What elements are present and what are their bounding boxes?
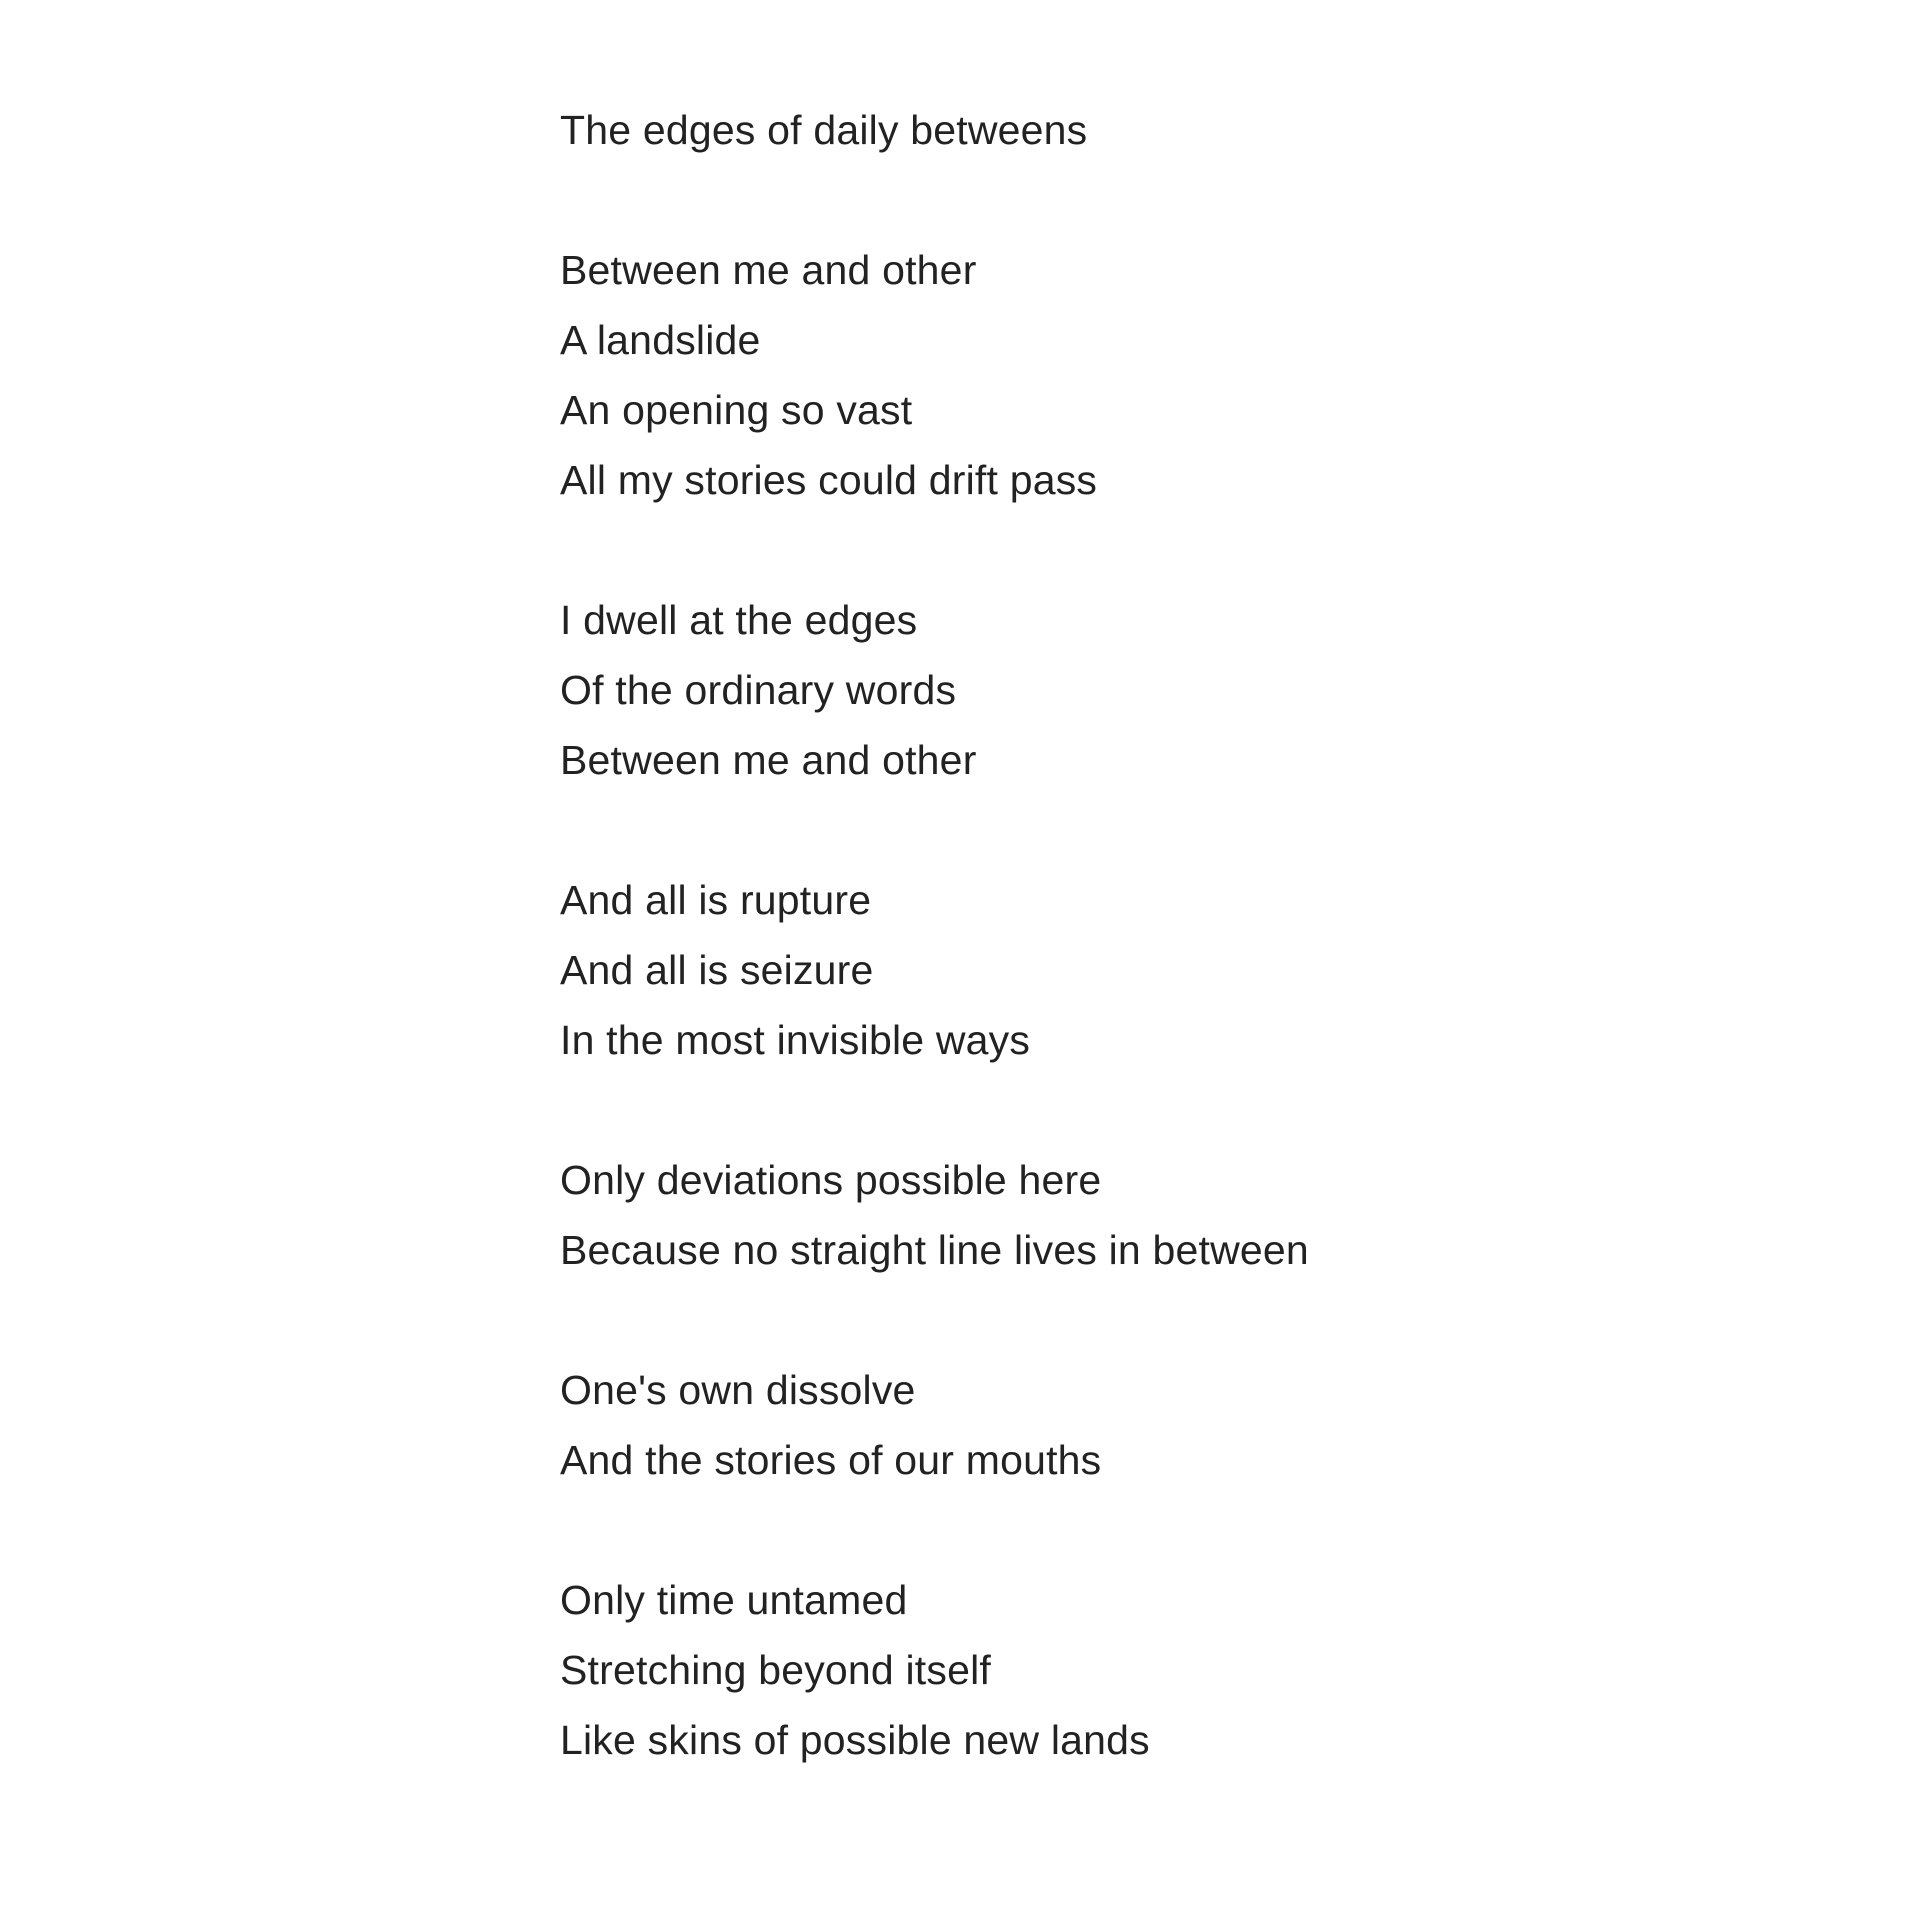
poem-line: Like skins of possible new lands: [560, 1717, 1150, 1763]
poem-line: Because no straight line lives in between: [560, 1227, 1309, 1273]
poem-line: In the most invisible ways: [560, 1017, 1031, 1063]
poem-line: Stretching beyond itself: [560, 1647, 991, 1693]
poem-line: Of the ordinary words: [560, 667, 957, 713]
stanza-1: [560, 235, 1860, 515]
poem-line: I dwell at the edges: [560, 597, 918, 643]
stanza-6: [560, 1565, 1860, 1775]
poem-line: One's own dissolve: [560, 1367, 916, 1413]
stanza-2: [560, 585, 1860, 795]
poem-line: An opening so vast: [560, 387, 913, 433]
poem-title: The edges of daily betweens: [560, 107, 1088, 153]
poem-line: And all is seizure: [560, 947, 874, 993]
poem-line: And the stories of our mouths: [560, 1437, 1102, 1483]
stanza-5: [560, 1355, 1860, 1495]
stanza-4: [560, 1145, 1860, 1285]
poem-line: All my stories could drift pass: [560, 457, 1098, 503]
poem: [560, 95, 1860, 1775]
stanza-3: [560, 865, 1860, 1075]
poem-line: Between me and other: [560, 737, 977, 783]
poem-line: A landslide: [560, 317, 761, 363]
poem-line: And all is rupture: [560, 877, 872, 923]
poem-line: Only time untamed: [560, 1577, 908, 1623]
poem-line: Only deviations possible here: [560, 1157, 1102, 1203]
poem-line: Between me and other: [560, 247, 977, 293]
